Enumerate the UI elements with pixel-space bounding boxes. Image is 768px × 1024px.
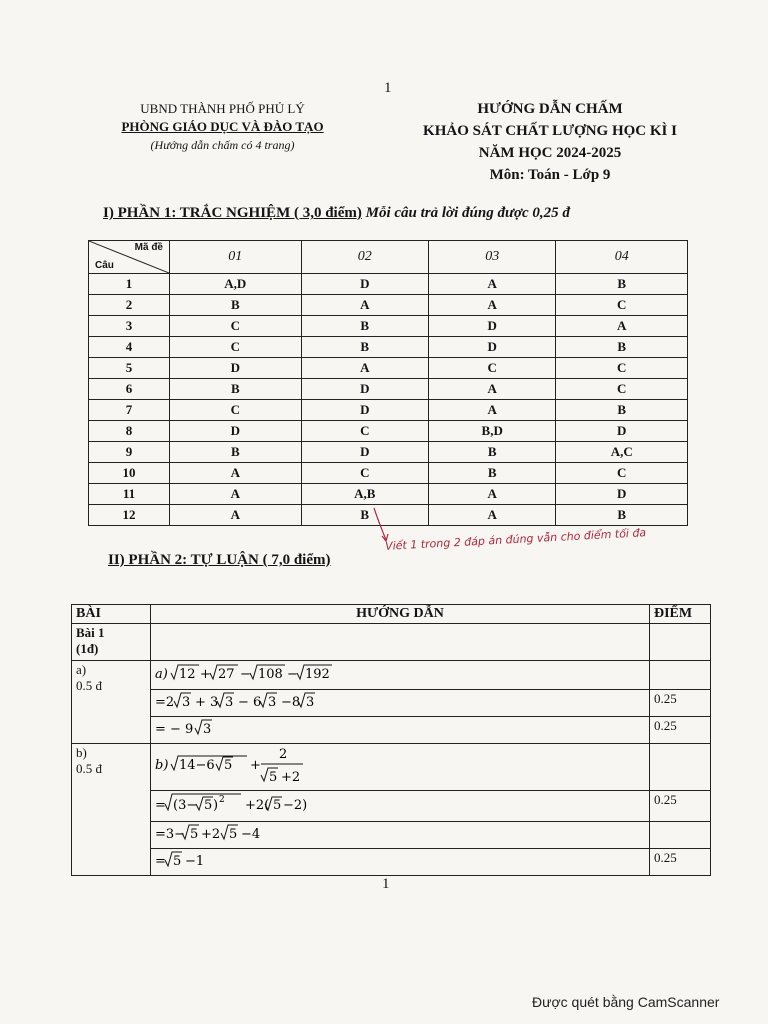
part-a-cell <box>72 661 151 744</box>
handwritten-note: Viết 1 trong 2 đáp án đúng vẫn cho điểm tối đa <box>384 526 647 553</box>
answer-cell: B <box>556 274 688 295</box>
formula-a2 <box>155 691 385 711</box>
svg-text:+2: +2 <box>281 770 301 785</box>
a-step3-row <box>72 717 711 744</box>
question-number: 2 <box>89 295 170 316</box>
b-step1-row <box>72 744 711 791</box>
answer-cell: B <box>428 442 555 463</box>
a-step1-score <box>650 661 711 690</box>
a-step2 <box>151 690 650 717</box>
answer-cell: C <box>556 295 688 316</box>
svg-text:−4: −4 <box>241 827 261 842</box>
question-label: Câu <box>95 260 114 271</box>
svg-text:=: = <box>155 798 166 813</box>
a-step3 <box>151 717 650 744</box>
question-number: 6 <box>89 379 170 400</box>
answer-cell: D <box>428 337 555 358</box>
school-year: NĂM HỌC 2024-2025 <box>478 145 622 161</box>
svg-text:−8: −8 <box>281 695 301 710</box>
b-step2-row <box>72 791 711 822</box>
answer-cell: A <box>170 484 302 505</box>
answer-cell: C <box>170 337 302 358</box>
answer-cell: A <box>170 463 302 484</box>
b-step4 <box>151 849 650 876</box>
col-huong-dan: HƯỚNG DẪN <box>151 605 650 624</box>
answer-cell: B <box>556 337 688 358</box>
svg-text:= − 9: = − 9 <box>155 722 194 737</box>
b-step1-score <box>650 744 711 791</box>
svg-text:5: 5 <box>273 798 282 813</box>
answer-cell: C <box>301 463 428 484</box>
svg-text:a): a) <box>155 667 168 682</box>
a-step1 <box>151 661 650 690</box>
svg-text:3: 3 <box>306 695 315 710</box>
subject: Môn: Toán - Lớp 9 <box>489 167 611 183</box>
essay-guide-table <box>71 604 711 876</box>
answer-cell: B <box>170 379 302 400</box>
answer-cell: B <box>170 295 302 316</box>
b-step3-row <box>72 822 711 849</box>
bai1-cell <box>72 624 151 661</box>
answer-cell: A <box>301 358 428 379</box>
answer-row <box>89 337 688 358</box>
part1-heading <box>103 205 570 222</box>
svg-text:+2: +2 <box>201 827 221 842</box>
answer-cell: C <box>301 421 428 442</box>
answer-row <box>89 274 688 295</box>
code-label: Mã đề <box>134 242 163 253</box>
question-number: 7 <box>89 400 170 421</box>
part-b-label: b) <box>76 745 87 760</box>
svg-text:5: 5 <box>269 770 278 785</box>
part-b-points: 0.5 đ <box>76 761 102 776</box>
svg-text:+2(: +2( <box>245 798 270 813</box>
b-step3 <box>151 822 650 849</box>
answer-cell: A <box>301 295 428 316</box>
left-header <box>95 100 350 154</box>
question-number: 4 <box>89 337 170 358</box>
svg-text:2: 2 <box>279 747 288 762</box>
answer-cell: C <box>556 358 688 379</box>
right-header <box>385 98 715 186</box>
svg-text:+ 3: + 3 <box>195 695 219 710</box>
b-step2-score: 0.25 <box>650 791 711 822</box>
answer-cell: A,C <box>556 442 688 463</box>
question-number: 12 <box>89 505 170 526</box>
svg-text:5: 5 <box>190 827 199 842</box>
a-step2-score: 0.25 <box>650 690 711 717</box>
answer-row <box>89 295 688 316</box>
answer-cell: D <box>556 484 688 505</box>
part-b-cell <box>72 744 151 876</box>
question-number: 8 <box>89 421 170 442</box>
code-header: 02 <box>301 241 428 274</box>
answer-row <box>89 442 688 463</box>
question-number: 1 <box>89 274 170 295</box>
code-header: 04 <box>556 241 688 274</box>
answer-cell: A <box>428 379 555 400</box>
essay-header-row <box>72 605 711 624</box>
svg-text:−1: −1 <box>185 854 205 869</box>
svg-text:+: + <box>200 667 211 682</box>
page-count-note: (Hướng dẫn chấm có 4 trang) <box>150 138 295 152</box>
answer-cell: D <box>428 316 555 337</box>
svg-text:5: 5 <box>229 827 238 842</box>
answer-key-table <box>88 240 688 526</box>
answer-cell: A <box>556 316 688 337</box>
svg-text:=3−: =3− <box>155 827 186 842</box>
question-number: 10 <box>89 463 170 484</box>
svg-text:3: 3 <box>268 695 277 710</box>
answer-cell: B <box>301 505 428 526</box>
answer-cell: C <box>170 316 302 337</box>
exam-title: KHẢO SÁT CHẤT LƯỢNG HỌC KÌ I <box>423 123 677 139</box>
code-header: 03 <box>428 241 555 274</box>
question-number: 9 <box>89 442 170 463</box>
svg-text:3: 3 <box>182 695 191 710</box>
a-step3-score: 0.25 <box>650 717 711 744</box>
question-number: 11 <box>89 484 170 505</box>
answer-cell: A <box>428 295 555 316</box>
formula-a3 <box>155 718 385 738</box>
b-step1 <box>151 744 650 791</box>
answer-cell: D <box>301 379 428 400</box>
b-step2 <box>151 791 650 822</box>
corner-cell <box>89 241 170 274</box>
answer-row <box>89 463 688 484</box>
svg-text:108: 108 <box>258 667 283 682</box>
b-step4-score: 0.25 <box>650 849 711 876</box>
part-a-points: 0.5 đ <box>76 678 102 693</box>
part1-subtitle: Mỗi câu trả lời đúng được 0,25 đ <box>365 205 570 221</box>
answer-row <box>89 484 688 505</box>
answer-cell: D <box>301 400 428 421</box>
scanner-watermark: Được quét bằng CamScanner <box>532 994 720 1010</box>
svg-text:b): b) <box>155 758 169 773</box>
formula-a1 <box>155 662 385 684</box>
answer-cell: D <box>556 421 688 442</box>
answer-row <box>89 379 688 400</box>
answer-cell: C <box>428 358 555 379</box>
answer-cell: A,B <box>301 484 428 505</box>
bai1-label: Bài 1 <box>76 625 105 640</box>
answer-cell: B <box>556 400 688 421</box>
svg-text:3: 3 <box>203 722 212 737</box>
svg-text:− 6: − 6 <box>238 695 262 710</box>
bai1-guide-empty <box>151 624 650 661</box>
a-step2-row <box>72 690 711 717</box>
department-name: PHÒNG GIÁO DỤC VÀ ĐÀO TẠO <box>121 119 324 134</box>
answer-cell: C <box>556 463 688 484</box>
svg-text:=: = <box>155 854 166 869</box>
city-committee: UBND THÀNH PHỐ PHỦ LÝ <box>140 101 305 116</box>
svg-text:−2): −2) <box>283 798 308 813</box>
answer-cell: B <box>301 337 428 358</box>
answer-row <box>89 358 688 379</box>
answer-cell: D <box>170 358 302 379</box>
col-bai: BÀI <box>72 605 151 624</box>
bai1-score-empty <box>650 624 711 661</box>
page-number-bottom: 1 <box>382 876 390 892</box>
answer-cell: A <box>170 505 302 526</box>
bai1-points: (1đ) <box>76 641 99 656</box>
svg-text:3: 3 <box>225 695 234 710</box>
answer-row <box>89 421 688 442</box>
svg-text:5: 5 <box>224 758 233 773</box>
answer-cell: D <box>301 274 428 295</box>
svg-text:2: 2 <box>219 795 225 805</box>
bai1-row <box>72 624 711 661</box>
answer-cell: A <box>428 505 555 526</box>
svg-text:(3−: (3− <box>173 798 198 813</box>
svg-text:14−6: 14−6 <box>179 758 215 773</box>
svg-text:−: − <box>287 667 298 682</box>
answer-row <box>89 400 688 421</box>
answer-row <box>89 316 688 337</box>
formula-b4 <box>155 850 395 870</box>
code-header: 01 <box>170 241 302 274</box>
svg-text:): ) <box>213 798 219 813</box>
svg-text:+: + <box>250 758 261 773</box>
answer-cell: C <box>170 400 302 421</box>
handwritten-arrow <box>372 506 392 546</box>
answer-cell: C <box>556 379 688 400</box>
question-number: 5 <box>89 358 170 379</box>
formula-b3 <box>155 823 395 843</box>
page-number-top: 1 <box>384 80 392 96</box>
svg-text:5: 5 <box>204 798 213 813</box>
answer-cell: B <box>170 442 302 463</box>
formula-b1 <box>155 745 395 785</box>
doc-title: HƯỚNG DẪN CHẤM <box>477 101 623 117</box>
part-a-label: a) <box>76 662 87 677</box>
b-step3-score <box>650 822 711 849</box>
formula-b2 <box>155 792 395 816</box>
svg-text:12: 12 <box>179 667 196 682</box>
answer-cell: B <box>428 463 555 484</box>
a-step1-row <box>72 661 711 690</box>
answer-cell: A <box>428 484 555 505</box>
svg-text:27: 27 <box>218 667 235 682</box>
answer-cell: A <box>428 274 555 295</box>
answer-cell: B,D <box>428 421 555 442</box>
part2-heading <box>108 552 331 569</box>
answer-cell: D <box>301 442 428 463</box>
svg-text:−: − <box>240 667 251 682</box>
b-step4-row <box>72 849 711 876</box>
svg-text:=2: =2 <box>155 695 175 710</box>
question-number: 3 <box>89 316 170 337</box>
answer-cell: D <box>170 421 302 442</box>
col-diem: ĐIỂM <box>650 605 711 624</box>
answer-key-header-row <box>89 241 688 274</box>
part2-title: II) PHẦN 2: TỰ LUẬN ( 7,0 điểm) <box>108 552 331 568</box>
part1-title: I) PHẦN 1: TRẮC NGHIỆM ( 3,0 điểm) <box>103 205 362 221</box>
answer-cell: B <box>556 505 688 526</box>
answer-cell: A,D <box>170 274 302 295</box>
answer-cell: A <box>428 400 555 421</box>
svg-text:192: 192 <box>305 667 330 682</box>
svg-text:5: 5 <box>173 854 182 869</box>
answer-cell: B <box>301 316 428 337</box>
